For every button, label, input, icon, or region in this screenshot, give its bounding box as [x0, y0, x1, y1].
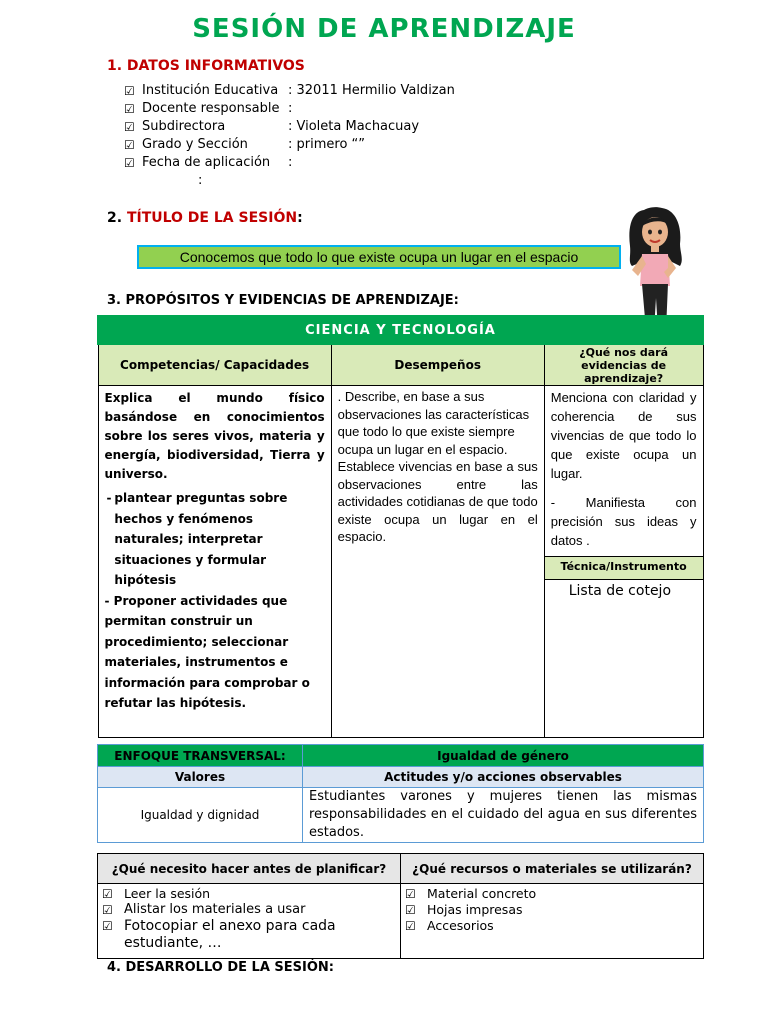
datos-row	[124, 172, 455, 190]
datos-label: Institución Educativa	[142, 83, 279, 98]
planificar-list	[98, 884, 401, 959]
list-item	[405, 918, 699, 934]
recursos-header: ¿Qué recursos o materiales se utilizarán?	[401, 854, 704, 884]
desempeno-text: . Describe, en base a sus observaciones las características que todo lo que existe siempre ocupa un lugar en el espacio.	[337, 389, 530, 457]
capacidades-list	[105, 488, 325, 591]
section-desarrollo: 4. DESARROLLO DE LA SESIÓN:	[107, 960, 334, 975]
page-title: SESIÓN DE APRENDIZAJE	[192, 14, 576, 44]
datos-value: :	[288, 101, 293, 116]
datos-label: Docente responsable	[142, 101, 280, 116]
actitudes-header: Actitudes y/o acciones observables	[303, 767, 704, 788]
competencias-cell	[98, 386, 331, 738]
column-header-desempenos: Desempeños	[331, 344, 544, 386]
list-item	[405, 902, 699, 918]
datos-label: Grado y Sección	[142, 137, 248, 152]
capacidad-text: - Proponer actividades que permitan construir un procedimiento; seleccionar materiales, instrumentos e información para comprobar o refutar las hipótesis.	[104, 593, 310, 710]
checkbox-icon: ☑	[405, 919, 416, 933]
competencia-text: Explica el mundo físico basándose en conocimientos sobre los seres vivos, materia y energía, biodiversidad, Tierra y universo.	[104, 391, 325, 481]
datos-row	[124, 154, 455, 172]
section-titulo-colon: :	[297, 210, 303, 226]
list-item-label: Accesorios	[427, 918, 494, 933]
list-item-label: Leer la sesión	[124, 886, 211, 901]
datos-value: :	[288, 155, 293, 170]
datos-row	[124, 118, 455, 136]
tecnica-header: Técnica/Instrumento	[545, 556, 703, 580]
recursos-list	[401, 884, 704, 959]
section-titulo-text: TÍTULO DE LA SESIÓN	[126, 210, 298, 226]
column-header-competencias: Competencias/ Capacidades	[98, 344, 331, 386]
datos-row	[124, 136, 455, 154]
valor-cell: Igualdad y dignidad	[98, 788, 303, 843]
checkbox-icon: ☑	[124, 156, 135, 170]
session-title-banner: Conocemos que todo lo que existe ocupa un lugar en el espacio	[137, 245, 621, 269]
datos-list	[124, 82, 455, 190]
evidencia-text: - Manifiesta con precisión sus ideas y datos .	[550, 495, 697, 548]
checkbox-icon: ☑	[124, 138, 135, 152]
evidencias-cell	[544, 386, 703, 738]
section-datos-informativos: 1. DATOS INFORMATIVOS	[107, 58, 305, 74]
checkbox-icon: ☑	[102, 903, 113, 917]
list-item	[105, 488, 325, 591]
datos-value: : primero “”	[288, 137, 365, 152]
datos-extra-colon: :	[198, 173, 203, 188]
list-item	[405, 886, 699, 902]
planificar-header: ¿Qué necesito hacer antes de planificar?	[98, 854, 401, 884]
checkbox-icon: ☑	[124, 84, 135, 98]
desempeno-text: Establece vivencias en base a sus observaciones entre las actividades cotidianas de que todo existe ocupa un lugar en el espacio.	[337, 459, 538, 544]
list-item-label: Fotocopiar el anexo para cada estudiante, …	[124, 918, 336, 951]
list-item-label: Material concreto	[427, 886, 537, 901]
ciencia-table	[97, 315, 704, 738]
column-header-evidencias: ¿Qué nos dará evidencias de aprendizaje?	[544, 344, 703, 386]
datos-row	[124, 100, 455, 118]
list-item-label: Hojas impresas	[427, 902, 523, 917]
actitud-cell: Estudiantes varones y mujeres tienen las mismas responsabilidades en el cuidado del agua en sus diferentes estados.	[303, 788, 704, 843]
datos-value: : Violeta Machacuay	[288, 119, 420, 134]
list-item	[102, 902, 396, 918]
list-item	[102, 918, 396, 952]
checkbox-icon: ☑	[102, 887, 113, 901]
datos-row	[124, 82, 455, 100]
checkbox-icon: ☑	[405, 903, 416, 917]
datos-label: Fecha de aplicación	[142, 155, 271, 170]
enfoque-table	[97, 744, 704, 843]
tecnica-value: Lista de cotejo	[568, 583, 672, 599]
capacidad-text: plantear preguntas sobre hechos y fenómenos naturales; interpretar situaciones y formular hipótesis	[114, 491, 288, 587]
valores-header: Valores	[98, 767, 303, 788]
evidencia-text: Menciona con claridad y coherencia de sus vivencias de que todo lo que existe ocupa un lugar.	[550, 390, 697, 481]
section-titulo-number: 2.	[107, 210, 127, 226]
enfoque-value: Igualdad de género	[303, 745, 704, 767]
enfoque-label: ENFOQUE TRANSVERSAL:	[98, 745, 303, 767]
datos-value: : 32011 Hermilio Valdizan	[288, 83, 455, 98]
checkbox-icon: ☑	[124, 120, 135, 134]
planificar-table	[97, 853, 704, 959]
datos-label: Subdirectora	[142, 119, 226, 134]
list-item-label: Alistar los materiales a usar	[124, 902, 306, 917]
section-titulo	[107, 210, 303, 226]
list-item	[102, 886, 396, 902]
table-header-area: CIENCIA Y TECNOLOGÍA	[98, 316, 703, 344]
checkbox-icon: ☑	[405, 887, 416, 901]
bullet-dash: -	[106, 491, 112, 505]
desempenos-cell	[331, 386, 544, 738]
checkbox-icon: ☑	[124, 102, 135, 116]
checkbox-icon: ☑	[102, 919, 113, 933]
section-propositos: 3. PROPÓSITOS Y EVIDENCIAS DE APRENDIZAJE:	[107, 293, 459, 308]
